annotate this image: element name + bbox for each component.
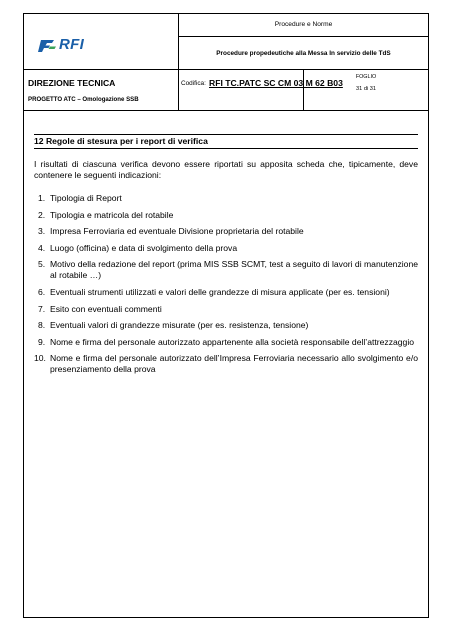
- code-value: RFI TC.PATC SC CM 03 M 62 B03: [209, 78, 343, 88]
- section-rule: [34, 134, 418, 135]
- list-item: 9. Nome e firma del personale autorizzato appartenente alla società responsabile dell’attrezzaggio: [38, 336, 415, 347]
- logo-text: RFI: [59, 36, 85, 53]
- list-item: 7. Esito con eventuali commenti: [38, 303, 162, 314]
- requirements-list: [34, 193, 418, 381]
- list-item: 3. Impresa Ferroviaria ed eventuale Divisione proprietaria del rotabile: [38, 226, 304, 237]
- rfi-logo: [38, 36, 84, 53]
- sheet-label: FOGLIO: [355, 74, 377, 80]
- list-item: 5. Motivo della redazione del report (prima MIS SSB SCMT, test a seguito di lavori di manutenzione al rotabile …): [38, 259, 418, 281]
- list-item: 8. Eventuali valori di grandezze misurate (per es. resistenza, tensione): [38, 320, 309, 331]
- list-item: 4. Luogo (officina) e data di svolgimento della prova: [38, 242, 238, 253]
- intro-paragraph: I risultati di ciascuna verifica devono essere riportati su apposita scheda che, tipicamente, deve contenere le seguenti indicazioni:: [34, 159, 418, 180]
- list-item: 6. Eventuali strumenti utilizzati e valori delle grandezze di misura applicate (per es. tensioni): [38, 286, 390, 297]
- sheet-value: 31 di 31: [356, 86, 376, 92]
- list-item: 1. Tipologia di Report: [38, 193, 122, 203]
- list-item: 10. Nome e firma del personale autorizzato dell’Impresa Ferroviaria necessario allo svolgimento e/o presenziamento della prova: [34, 353, 418, 375]
- logo-cell: [24, 14, 179, 70]
- procedure-cell: [179, 14, 429, 70]
- list-item: 2. Tipologia e matricola del rotabile: [38, 209, 174, 220]
- project-label: PROGETTO ATC – Omologazione SSB: [28, 96, 139, 103]
- section-title: 12 Regole di stesura per i report di verifica: [34, 136, 418, 149]
- document-header: [23, 13, 429, 111]
- code-cell: [179, 70, 343, 111]
- code-label: Codifica:: [181, 80, 206, 87]
- sheet-cell: [304, 70, 429, 111]
- procedure-label: Procedure e Norme: [179, 14, 428, 37]
- procedure-title: Procedure propedeutiche alla Messa In servizio delle TdS: [216, 49, 391, 57]
- rfi-mark-icon: [38, 37, 58, 53]
- direction-cell: [24, 70, 179, 111]
- direction-title: DIREZIONE TECNICA: [28, 78, 116, 88]
